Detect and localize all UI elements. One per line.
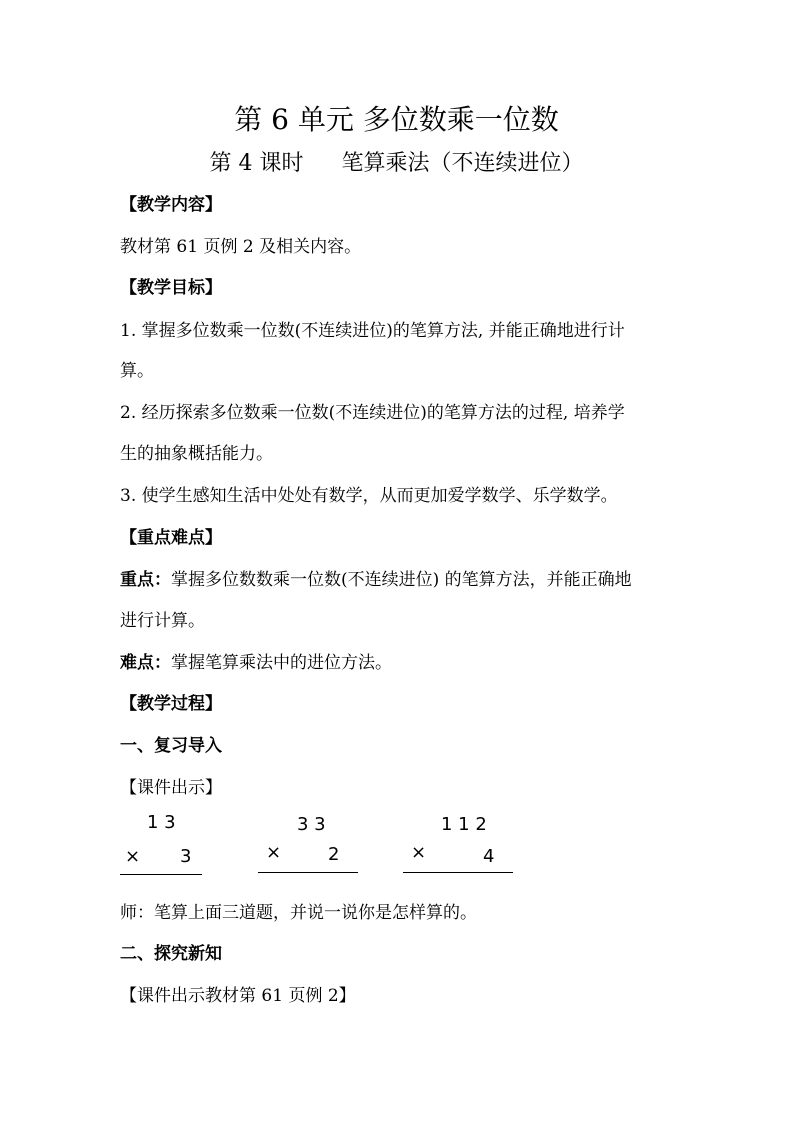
step-2-heading: 二、探究新知 [120,944,222,964]
key-point-text: 掌握多位数数乘一位数(不连续进位) 的笔算方法，并能正确地 [171,570,632,590]
problem-3-rule [403,872,513,873]
courseware-label: 【课件出示】 [120,778,222,798]
problem-3-multiplier: 4 [483,846,495,867]
section-heading-content: 【教学内容】 [120,195,222,215]
problem-3-multiplicand: 1 1 2 [441,814,487,835]
difficult-point [120,648,392,673]
section-heading-process: 【教学过程】 [120,694,222,714]
section-heading-key-points: 【重点难点】 [120,528,222,548]
unit-title: 第 6 单元 多位数乘一位数 [234,103,559,136]
teacher-prompt: 师：笔算上面三道题，并说一说你是怎样算的。 [120,903,477,923]
objective-2-line-2: 生的抽象概括能力。 [120,444,273,464]
problem-2-multiplier: 2 [328,844,340,865]
problem-1-multiplicand: 1 3 [147,812,176,833]
objective-1-line-2: 算。 [120,361,154,381]
difficult-point-label: 难点： [120,653,171,673]
content-text: 教材第 61 页例 2 及相关内容。 [120,237,362,257]
problem-1-rule [120,874,202,875]
lesson-number: 第 4 课时 [209,151,304,176]
courseware-example: 【课件出示教材第 61 页例 2】 [120,986,356,1006]
problem-1-times-sign: × [125,846,141,867]
objective-1-line-1: 1. 掌握多位数乘一位数(不连续进位)的笔算方法, 并能正确地进行计 [120,321,625,341]
key-point [120,565,632,590]
difficult-point-text: 掌握笔算乘法中的进位方法。 [171,653,392,673]
objective-2-line-1: 2. 经历探索多位数乘一位数(不连续进位)的笔算方法的过程, 培养学 [120,403,625,423]
lesson-topic: 笔算乘法（不连续进位） [341,151,584,176]
step-1-heading: 一、复习导入 [120,736,222,756]
problem-1-multiplier: 3 [180,846,192,867]
problem-3-times-sign: × [411,842,427,863]
problem-2-times-sign: × [266,842,282,863]
objective-3: 3. 使学生感知生活中处处有数学，从而更加爱学数学、乐学数学。 [120,486,618,506]
problem-2-multiplicand: 3 3 [297,814,326,835]
lesson-title [0,146,793,177]
problem-2-rule [258,872,358,873]
key-point-line-2: 进行计算。 [120,611,205,631]
key-point-label: 重点： [120,570,171,590]
section-heading-objectives: 【教学目标】 [120,278,222,298]
